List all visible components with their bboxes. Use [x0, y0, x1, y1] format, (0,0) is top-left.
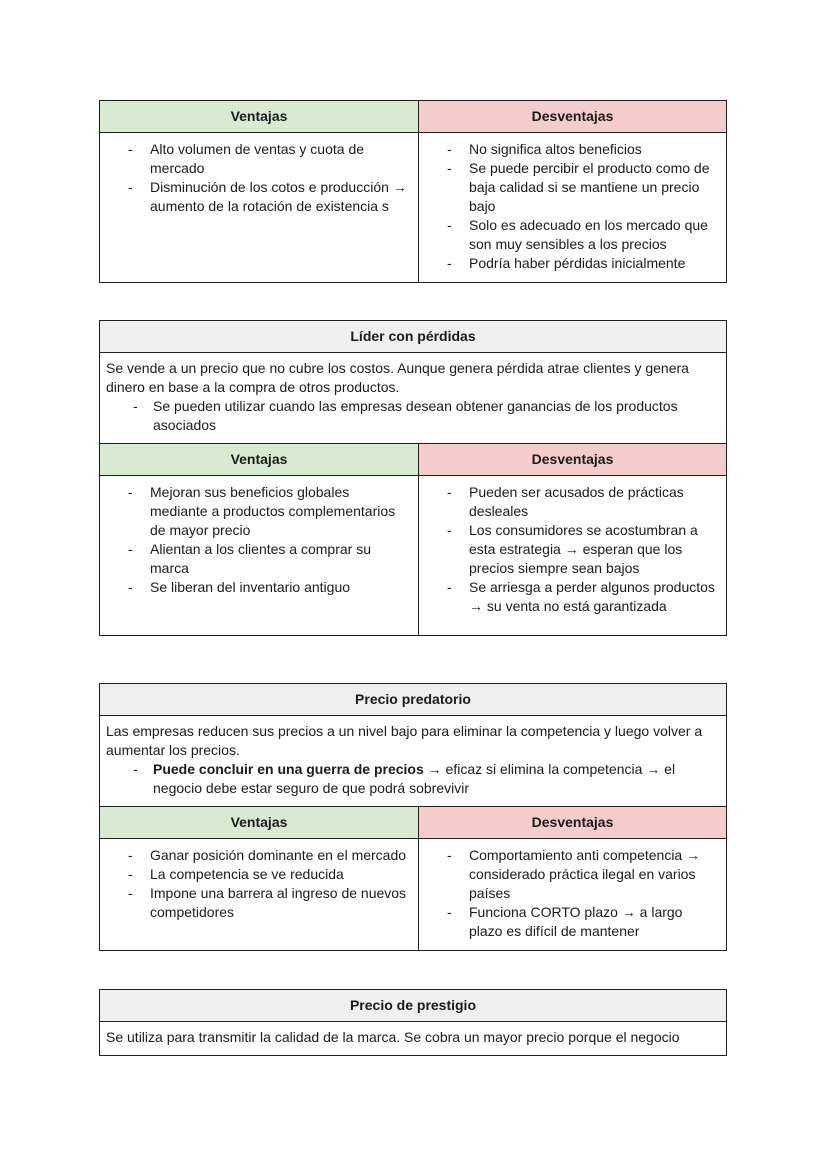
list-item [419, 483, 718, 521]
ventajas-header-cell: Ventajas [100, 101, 418, 132]
precio-de-prestigio-section [99, 989, 727, 1056]
section-title: Líder con pérdidas [350, 328, 476, 344]
lider-con-perdidas-section [99, 320, 727, 636]
desventajas-cell [418, 476, 726, 635]
list-item [419, 254, 718, 273]
list-item-text: - Disminución de los cotos e producción → aumento de la rotación de existencia s [150, 179, 407, 214]
description-bullet-text: - Se pueden utilizar cuando las empresas desean obtener ganancias de los productos asociados [153, 398, 678, 433]
ventajas-header-cell: Ventajas [100, 444, 418, 475]
section-description [100, 716, 726, 807]
ventajas-cell [100, 476, 418, 635]
list-item-text: - Se arriesga a perder algunos productos → su venta no está garantizada [469, 579, 715, 614]
section-description [100, 353, 726, 444]
section-title-bar [100, 990, 726, 1022]
list-item-text: - Funciona CORTO plazo → a largo plazo es difícil de mantener [469, 904, 683, 939]
desventajas-header-cell: Desventajas [418, 101, 726, 132]
list-item-text: - Los consumidores se acostumbran a esta estrategia → esperan que los precios siempre sean bajos [469, 522, 698, 576]
list-item [419, 578, 718, 616]
list-item [100, 540, 410, 578]
description-paragraph: Las empresas reducen sus precios a un nivel bajo para eliminar la competencia y luego volver a aumentar los precios. [106, 723, 703, 758]
list-item-text: - Alientan a los clientes a comprar su marca [150, 541, 371, 576]
description-bullet [106, 760, 718, 798]
list-item [100, 846, 410, 865]
list-item [419, 159, 718, 216]
list-item-text: - No significa altos beneficios [469, 141, 642, 157]
list-item-text: - Impone una barrera al ingreso de nuevos competidores [150, 885, 407, 920]
list-item-text: - Ganar posición dominante en el mercado [150, 847, 407, 863]
list-item [419, 903, 718, 941]
desventajas-header-cell: Desventajas [418, 807, 726, 838]
list-item [100, 140, 410, 178]
desventajas-header-cell: Desventajas [418, 444, 726, 475]
ventajas-header-cell: Ventajas [100, 807, 418, 838]
table-header-row [100, 101, 726, 133]
table-body-row [100, 133, 726, 282]
table-header-row [100, 807, 726, 839]
list-item [419, 140, 718, 159]
section-title: Precio de prestigio [349, 997, 477, 1013]
list-item-text: - Se liberan del inventario antiguo [150, 579, 351, 595]
section-title-bar [100, 684, 726, 716]
precio-predatorio-section [99, 683, 727, 951]
desventajas-cell [418, 839, 726, 950]
table-body-row [100, 476, 726, 635]
section-title-bar [100, 321, 726, 353]
list-item-text: - Mejoran sus beneficios globales mediante a productos complementarios de mayor precio [150, 484, 396, 538]
list-item [100, 483, 410, 540]
bullet-rest-text: → eficaz si elimina la competencia → el negocio debe estar seguro de que podrá sobrevivir [153, 761, 676, 796]
list-item [100, 884, 410, 922]
description-paragraph: Se utiliza para transmitir la calidad de la marca. Se cobra un mayor precio porque el negocio [106, 1029, 680, 1045]
table-body-row [100, 839, 726, 950]
list-item-text: - La competencia se ve reducida [150, 866, 344, 882]
description-bullet [106, 397, 718, 435]
list-item-text: - Comportamiento anti competencia → considerado práctica ilegal en varios países [469, 847, 701, 901]
list-item-text: - Pueden ser acusados de prácticas desleales [469, 484, 684, 519]
bullet-bold-text: Puede concluir en una guerra de precios [153, 761, 424, 777]
list-item-text: - Podría haber pérdidas inicialmente [469, 255, 686, 271]
list-item [419, 216, 718, 254]
list-item [100, 578, 410, 597]
list-item [100, 865, 410, 884]
ventajas-cell [100, 839, 418, 950]
list-item-text: - Alto volumen de ventas y cuota de mercado [150, 141, 365, 176]
section-description [100, 1022, 726, 1055]
list-item-text: - Solo es adecuado en los mercado que son muy sensibles a los precios [469, 217, 708, 252]
list-item-text: - Se puede percibir el producto como de baja calidad si se mantiene un precio bajo [469, 160, 710, 214]
penetration-advantages-table [99, 100, 727, 283]
description-bullet-text [153, 760, 718, 798]
list-item [100, 178, 410, 216]
ventajas-cell [100, 133, 418, 282]
desventajas-cell [418, 133, 726, 282]
section-title: Precio predatorio [355, 691, 471, 707]
list-item [419, 521, 718, 578]
list-item [419, 846, 718, 903]
description-paragraph: Se vende a un precio que no cubre los costos. Aunque genera pérdida atrae clientes y genera dinero en base a la compra de otros productos. [106, 360, 689, 395]
table-header-row [100, 444, 726, 476]
